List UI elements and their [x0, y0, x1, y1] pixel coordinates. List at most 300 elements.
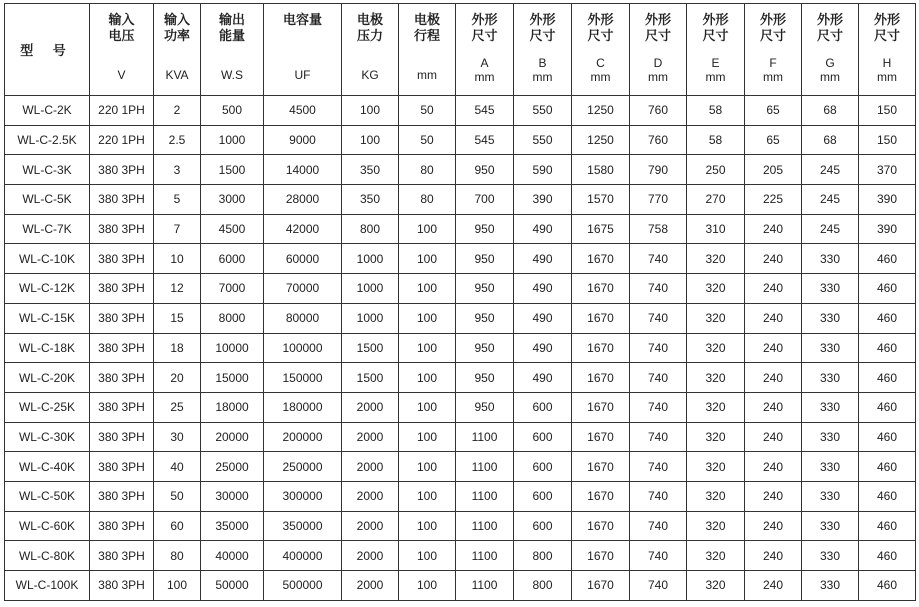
table-cell: 490 [514, 274, 572, 304]
table-row [5, 303, 916, 333]
model-cell: WL-C-60K [5, 511, 90, 541]
table-cell: 460 [859, 392, 916, 422]
table-cell: 460 [859, 274, 916, 304]
table-cell: 100 [399, 511, 456, 541]
table-cell: 1500 [201, 155, 264, 185]
table-cell: 70000 [264, 274, 342, 304]
model-cell: WL-C-2.5K [5, 125, 90, 155]
column-header-title: 输出 能量 [218, 12, 245, 43]
table-cell: 390 [859, 185, 916, 215]
table-cell: 7000 [201, 274, 264, 304]
table-row [5, 274, 916, 304]
table-cell: 3 [154, 155, 201, 185]
table-cell: 600 [514, 392, 572, 422]
table-cell: 500000 [264, 571, 342, 601]
table-cell: 18000 [201, 392, 264, 422]
table-cell: 1100 [456, 422, 514, 452]
column-header [745, 4, 802, 96]
table-cell: 700 [456, 185, 514, 215]
table-cell: 460 [859, 363, 916, 393]
table-cell: 100 [399, 274, 456, 304]
table-cell: 320 [687, 452, 745, 482]
table-cell: 1670 [572, 541, 630, 571]
table-cell: 320 [687, 511, 745, 541]
table-cell: 800 [514, 541, 572, 571]
table-cell: 1100 [456, 452, 514, 482]
table-cell: 460 [859, 303, 916, 333]
table-cell: 950 [456, 274, 514, 304]
table-cell: 1670 [572, 363, 630, 393]
table-cell: 80 [399, 155, 456, 185]
table-cell: 1100 [456, 481, 514, 511]
column-header-title: 电容量 [282, 12, 322, 27]
table-cell: 300000 [264, 481, 342, 511]
table-cell: 1000 [342, 244, 399, 274]
column-header-title: 电极 压力 [356, 12, 383, 43]
table-cell: 42000 [264, 214, 342, 244]
table-cell: 4500 [201, 214, 264, 244]
table-cell: 500 [201, 96, 264, 126]
table-cell: 200000 [264, 422, 342, 452]
column-header-model [5, 4, 90, 96]
table-cell: 50 [154, 481, 201, 511]
table-cell: 240 [745, 274, 802, 304]
table-cell: 740 [630, 511, 687, 541]
table-cell: 490 [514, 214, 572, 244]
column-header-title: 外形 尺寸 [529, 12, 556, 43]
table-cell: 1670 [572, 333, 630, 363]
table-cell: 490 [514, 363, 572, 393]
table-cell: 330 [802, 422, 859, 452]
table-cell: 1670 [572, 244, 630, 274]
table-cell: 460 [859, 481, 916, 511]
model-cell: WL-C-18K [5, 333, 90, 363]
table-cell: 2000 [342, 511, 399, 541]
table-cell: 1675 [572, 214, 630, 244]
table-cell: 100 [399, 392, 456, 422]
table-cell: 1500 [342, 333, 399, 363]
table-cell: 30000 [201, 481, 264, 511]
table-cell: 3000 [201, 185, 264, 215]
column-header [572, 4, 630, 96]
table-cell: 320 [687, 244, 745, 274]
table-row [5, 214, 916, 244]
column-header [514, 4, 572, 96]
model-cell: WL-C-15K [5, 303, 90, 333]
table-cell: 40000 [201, 541, 264, 571]
table-cell: 1670 [572, 452, 630, 482]
table-cell: 600 [514, 452, 572, 482]
column-header-unit: F mm [763, 56, 783, 84]
table-cell: 240 [745, 541, 802, 571]
table-cell: 25 [154, 392, 201, 422]
table-row [5, 392, 916, 422]
table-cell: 330 [802, 452, 859, 482]
table-cell: 100 [399, 333, 456, 363]
model-cell: WL-C-12K [5, 274, 90, 304]
table-cell: 150000 [264, 363, 342, 393]
column-header-unit: V [117, 68, 126, 82]
model-cell: WL-C-20K [5, 363, 90, 393]
column-header-unit: H mm [877, 56, 897, 84]
column-header-title: 输入 电压 [108, 12, 135, 43]
table-cell: 58 [687, 96, 745, 126]
table-cell: 2000 [342, 392, 399, 422]
table-cell: 320 [687, 274, 745, 304]
table-cell: 1670 [572, 274, 630, 304]
table-cell: 590 [514, 155, 572, 185]
table-cell: 100 [399, 214, 456, 244]
table-cell: 320 [687, 363, 745, 393]
column-header-title: 输入 功率 [163, 12, 190, 43]
table-cell: 460 [859, 333, 916, 363]
table-cell: 1670 [572, 511, 630, 541]
table-cell: 100 [399, 422, 456, 452]
column-header-title: 外形 尺寸 [816, 12, 843, 43]
table-cell: 330 [802, 392, 859, 422]
column-header [802, 4, 859, 96]
model-header-label: 型 号 [20, 43, 74, 58]
table-cell: 1570 [572, 185, 630, 215]
table-cell: 950 [456, 155, 514, 185]
table-cell: 1670 [572, 303, 630, 333]
model-cell: WL-C-2K [5, 96, 90, 126]
table-cell: 380 3PH [90, 571, 154, 601]
table-cell: 1670 [572, 481, 630, 511]
table-cell: 2000 [342, 541, 399, 571]
table-cell: 60 [154, 511, 201, 541]
table-cell: 600 [514, 422, 572, 452]
table-cell: 40 [154, 452, 201, 482]
table-cell: 80000 [264, 303, 342, 333]
table-cell: 1250 [572, 96, 630, 126]
table-cell: 380 3PH [90, 422, 154, 452]
table-cell: 220 1PH [90, 96, 154, 126]
table-cell: 58 [687, 125, 745, 155]
column-header [154, 4, 201, 96]
table-cell: 240 [745, 452, 802, 482]
table-cell: 740 [630, 452, 687, 482]
table-cell: 100 [342, 125, 399, 155]
table-row [5, 333, 916, 363]
table-cell: 600 [514, 511, 572, 541]
table-cell: 460 [859, 541, 916, 571]
column-header-unit: C mm [590, 56, 611, 84]
table-cell: 490 [514, 303, 572, 333]
table-cell: 65 [745, 96, 802, 126]
table-cell: 25000 [201, 452, 264, 482]
spec-table-container [4, 3, 916, 601]
table-cell: 380 3PH [90, 511, 154, 541]
table-header-row [5, 4, 916, 96]
table-cell: 380 3PH [90, 333, 154, 363]
table-cell: 12 [154, 274, 201, 304]
table-cell: 330 [802, 541, 859, 571]
table-cell: 740 [630, 571, 687, 601]
table-cell: 225 [745, 185, 802, 215]
table-cell: 390 [514, 185, 572, 215]
table-cell: 100 [399, 244, 456, 274]
table-cell: 2000 [342, 452, 399, 482]
column-header-unit: W.S [220, 68, 243, 82]
table-cell: 1670 [572, 392, 630, 422]
table-cell: 380 3PH [90, 303, 154, 333]
table-cell: 460 [859, 511, 916, 541]
table-cell: 100 [399, 481, 456, 511]
table-cell: 68 [802, 96, 859, 126]
table-cell: 460 [859, 244, 916, 274]
spec-table [4, 3, 916, 601]
table-cell: 80 [154, 541, 201, 571]
table-cell: 240 [745, 303, 802, 333]
table-cell: 380 3PH [90, 541, 154, 571]
table-cell: 380 3PH [90, 363, 154, 393]
table-cell: 740 [630, 244, 687, 274]
table-cell: 490 [514, 244, 572, 274]
table-cell: 545 [456, 96, 514, 126]
table-cell: 330 [802, 274, 859, 304]
model-cell: WL-C-10K [5, 244, 90, 274]
table-cell: 740 [630, 363, 687, 393]
model-cell: WL-C-100K [5, 571, 90, 601]
table-cell: 2000 [342, 571, 399, 601]
table-cell: 1100 [456, 541, 514, 571]
table-cell: 28000 [264, 185, 342, 215]
table-cell: 220 1PH [90, 125, 154, 155]
table-cell: 950 [456, 214, 514, 244]
table-cell: 100 [342, 96, 399, 126]
table-cell: 380 3PH [90, 274, 154, 304]
table-cell: 205 [745, 155, 802, 185]
table-cell: 240 [745, 571, 802, 601]
table-cell: 330 [802, 303, 859, 333]
table-cell: 100 [399, 571, 456, 601]
table-cell: 8000 [201, 303, 264, 333]
table-cell: 9000 [264, 125, 342, 155]
table-cell: 550 [514, 96, 572, 126]
table-body [5, 96, 916, 601]
column-header [456, 4, 514, 96]
table-cell: 330 [802, 333, 859, 363]
table-cell: 950 [456, 244, 514, 274]
table-cell: 100 [399, 303, 456, 333]
table-row [5, 155, 916, 185]
table-cell: 320 [687, 422, 745, 452]
table-row [5, 125, 916, 155]
table-cell: 5 [154, 185, 201, 215]
table-cell: 350000 [264, 511, 342, 541]
table-cell: 320 [687, 333, 745, 363]
model-cell: WL-C-30K [5, 422, 90, 452]
table-cell: 240 [745, 333, 802, 363]
table-cell: 550 [514, 125, 572, 155]
table-cell: 1000 [201, 125, 264, 155]
table-cell: 330 [802, 571, 859, 601]
model-cell: WL-C-3K [5, 155, 90, 185]
column-header [342, 4, 399, 96]
column-header [399, 4, 456, 96]
column-header-unit: B mm [532, 56, 553, 84]
table-cell: 380 3PH [90, 481, 154, 511]
table-cell: 380 3PH [90, 244, 154, 274]
table-cell: 380 3PH [90, 185, 154, 215]
table-cell: 330 [802, 511, 859, 541]
table-cell: 270 [687, 185, 745, 215]
table-row [5, 244, 916, 274]
table-row [5, 452, 916, 482]
table-cell: 1580 [572, 155, 630, 185]
column-header-title: 外形 尺寸 [587, 12, 614, 43]
column-header-unit: D mm [648, 56, 668, 84]
table-cell: 1100 [456, 571, 514, 601]
table-cell: 68 [802, 125, 859, 155]
table-cell: 460 [859, 452, 916, 482]
table-cell: 950 [456, 392, 514, 422]
table-cell: 460 [859, 571, 916, 601]
table-row [5, 422, 916, 452]
column-header-title: 外形 尺寸 [471, 12, 498, 43]
table-row [5, 571, 916, 601]
table-cell: 760 [630, 96, 687, 126]
model-cell: WL-C-40K [5, 452, 90, 482]
table-cell: 35000 [201, 511, 264, 541]
table-cell: 320 [687, 541, 745, 571]
table-cell: 18 [154, 333, 201, 363]
table-cell: 240 [745, 511, 802, 541]
table-cell: 100 [154, 571, 201, 601]
table-cell: 4500 [264, 96, 342, 126]
table-cell: 740 [630, 333, 687, 363]
table-row [5, 541, 916, 571]
table-cell: 2000 [342, 422, 399, 452]
column-header-title: 电极 行程 [413, 12, 440, 43]
table-cell: 6000 [201, 244, 264, 274]
table-cell: 240 [745, 481, 802, 511]
table-cell: 380 3PH [90, 452, 154, 482]
table-cell: 250 [687, 155, 745, 185]
table-cell: 60000 [264, 244, 342, 274]
table-cell: 790 [630, 155, 687, 185]
table-cell: 320 [687, 392, 745, 422]
table-cell: 370 [859, 155, 916, 185]
table-cell: 1670 [572, 571, 630, 601]
table-cell: 245 [802, 214, 859, 244]
column-header-unit: KG [361, 68, 379, 82]
table-cell: 7 [154, 214, 201, 244]
column-header-unit: UF [294, 68, 311, 82]
model-cell: WL-C-25K [5, 392, 90, 422]
table-cell: 950 [456, 303, 514, 333]
table-cell: 240 [745, 244, 802, 274]
table-cell: 758 [630, 214, 687, 244]
table-cell: 240 [745, 392, 802, 422]
table-cell: 740 [630, 422, 687, 452]
table-cell: 240 [745, 422, 802, 452]
table-cell: 30 [154, 422, 201, 452]
column-header-unit: mm [417, 68, 437, 82]
table-cell: 800 [342, 214, 399, 244]
column-header-unit: G mm [820, 56, 840, 84]
column-header [90, 4, 154, 96]
table-cell: 760 [630, 125, 687, 155]
table-cell: 100 [399, 452, 456, 482]
table-cell: 65 [745, 125, 802, 155]
column-header [201, 4, 264, 96]
table-cell: 545 [456, 125, 514, 155]
table-cell: 1000 [342, 303, 399, 333]
model-cell: WL-C-50K [5, 481, 90, 511]
table-cell: 10 [154, 244, 201, 274]
table-cell: 400000 [264, 541, 342, 571]
table-cell: 150 [859, 125, 916, 155]
table-cell: 15 [154, 303, 201, 333]
table-cell: 20000 [201, 422, 264, 452]
column-header-unit: KVA [165, 68, 189, 82]
model-cell: WL-C-80K [5, 541, 90, 571]
table-cell: 950 [456, 333, 514, 363]
table-cell: 1500 [342, 363, 399, 393]
column-header [630, 4, 687, 96]
table-cell: 240 [745, 214, 802, 244]
table-cell: 50 [399, 125, 456, 155]
table-cell: 460 [859, 422, 916, 452]
table-cell: 250000 [264, 452, 342, 482]
table-cell: 1250 [572, 125, 630, 155]
table-cell: 14000 [264, 155, 342, 185]
column-header [264, 4, 342, 96]
model-cell: WL-C-7K [5, 214, 90, 244]
table-cell: 330 [802, 244, 859, 274]
table-cell: 770 [630, 185, 687, 215]
table-cell: 740 [630, 274, 687, 304]
model-cell: WL-C-5K [5, 185, 90, 215]
table-cell: 740 [630, 481, 687, 511]
table-cell: 490 [514, 333, 572, 363]
table-cell: 100000 [264, 333, 342, 363]
column-header [687, 4, 745, 96]
column-header-title: 外形 尺寸 [759, 12, 786, 43]
table-cell: 380 3PH [90, 155, 154, 185]
table-cell: 380 3PH [90, 214, 154, 244]
table-cell: 320 [687, 481, 745, 511]
table-cell: 800 [514, 571, 572, 601]
table-cell: 180000 [264, 392, 342, 422]
table-cell: 350 [342, 155, 399, 185]
table-cell: 320 [687, 303, 745, 333]
table-cell: 600 [514, 481, 572, 511]
table-cell: 150 [859, 96, 916, 126]
column-header-title: 外形 尺寸 [873, 12, 900, 43]
table-cell: 350 [342, 185, 399, 215]
column-header-unit: E mm [705, 56, 726, 84]
table-cell: 950 [456, 363, 514, 393]
table-cell: 310 [687, 214, 745, 244]
table-row [5, 511, 916, 541]
table-cell: 740 [630, 392, 687, 422]
table-cell: 50000 [201, 571, 264, 601]
table-cell: 380 3PH [90, 392, 154, 422]
table-row [5, 363, 916, 393]
table-cell: 100 [399, 363, 456, 393]
table-cell: 245 [802, 155, 859, 185]
table-cell: 2.5 [154, 125, 201, 155]
table-cell: 10000 [201, 333, 264, 363]
table-cell: 2000 [342, 481, 399, 511]
table-cell: 240 [745, 363, 802, 393]
table-cell: 390 [859, 214, 916, 244]
table-cell: 1000 [342, 274, 399, 304]
column-header-title: 外形 尺寸 [702, 12, 729, 43]
